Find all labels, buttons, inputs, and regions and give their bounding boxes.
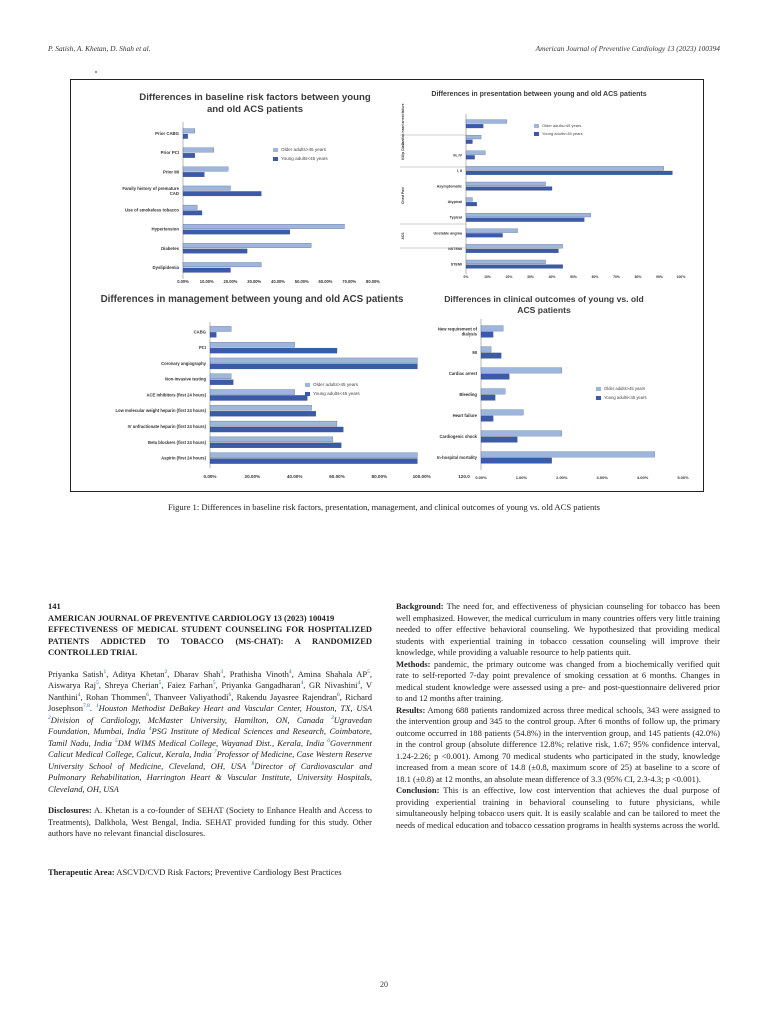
background-section (396, 601, 720, 659)
author-affiliation-ref[interactable]: 6 (228, 691, 232, 698)
author-affiliation-ref[interactable]: 7,8 (82, 703, 90, 710)
results-text: Among 688 patients randomized across three medical schools, 343 were assigned to the intervention group and 345 to the control group. After 6 months of follow up, the primary outcome occurred in 188 patients (54.8%) in the intervention group, and 145 patients (42.0%) in the control group (absolute difference 12.8%; relative risk, 1.67; 95% confidence interval, 1.24-2.26; p <0.001). Among 70 medical students who participated in the study, knowledge increased from a mean score of 14.8 (±0.8, maximum score of 25) at baseline to a score of 18.1 (±0.8) at 12 months, an absolute mean difference of 3.3 (95% CI, 2.3-4.3; p <0.001). (396, 704, 721, 784)
chart-title: Differences in clinical outcomes of young vs. old ACS patients (444, 294, 644, 315)
author-affiliation-ref[interactable]: 5 (96, 680, 99, 687)
category-label: Cardiogenic shock (439, 433, 477, 439)
x-tick-label: 60.00% (329, 474, 345, 479)
x-tick-label: 0% (463, 275, 469, 279)
category-label: NSTEMI (448, 246, 462, 251)
category-label: Use of smokeless tobacco (125, 207, 179, 213)
x-tick-label: 120.0 (458, 474, 470, 479)
category-label: dialysis (461, 331, 477, 337)
chart-legend (596, 384, 647, 402)
chart-title: Differences in management between young and old ACS patients (100, 294, 404, 305)
category-label: III, IV (453, 153, 462, 158)
author-affiliation-ref[interactable]: 4 (77, 691, 81, 698)
x-tick-label: 80.00% (366, 279, 380, 284)
affiliation-text: Director of Cardiovascular and Pulmonary Rehabilitation, Harrington Heart & Vascular Institute, University Hospitals, Cleveland, OH, USA (48, 760, 372, 794)
bar-older-adults (481, 452, 655, 458)
legend-label-older: Older adults>45 years (542, 123, 582, 128)
author-affiliation-ref[interactable]: 3 (220, 668, 224, 675)
author-name: Priyanka Gangadharan (221, 680, 301, 690)
running-header (48, 44, 720, 58)
author-name: Priyanka Satish (48, 668, 104, 679)
x-tick-label: 90% (656, 275, 663, 279)
abstract-number: 141 (48, 601, 61, 611)
category-label: Coronary angiography (161, 360, 206, 366)
category-label: Heart failure (452, 412, 477, 418)
affiliation-number: 8 (251, 760, 255, 767)
category-label: Prior PCI (160, 150, 179, 156)
x-tick-label: 0.00% (177, 279, 189, 284)
x-tick-label: 1.00% (515, 475, 528, 480)
author-name: Dharav Shah (173, 668, 221, 679)
affiliation-text: Professor of Medicine, Case Western Reserve University School of Medicine, Cleveland, OH, USA (48, 749, 372, 771)
conclusion-text: This is an effective, low cost intervention that achieves the dual purpose of providing experiential training in behavioral counseling to future physicians, while simultaneously helping tobacco users quit. It is easily scalable and can be tailored to meet the needs of medical education and tobacco cessation programs in health systems across the world. (396, 785, 720, 830)
bar-older-adults (481, 410, 523, 416)
figure-frame (70, 79, 704, 492)
page-number: 20 (380, 980, 388, 989)
category-label: STEMI (450, 262, 462, 267)
methods-section (396, 659, 720, 705)
x-tick-label: 10% (484, 275, 491, 279)
results-label: Results: (396, 704, 426, 715)
running-header-journal: American Journal of Preventive Cardiology 13 (2023) 100394 (535, 44, 720, 53)
bar-older-adults (481, 347, 491, 353)
category-label: Low molecular weight heparin (first 24 hours) (115, 408, 206, 414)
author-name: Rohan Thommen (85, 691, 147, 702)
disclosures (48, 805, 372, 840)
abstract-left-column (48, 601, 372, 878)
x-tick-label: 2.00% (556, 475, 568, 480)
category-label: Family history of premature (122, 185, 179, 191)
category-label: Cardiac arrest (448, 370, 477, 376)
legend-swatch-older (596, 387, 601, 391)
category-label: Aspirin (first 24 hours) (161, 455, 206, 461)
category-label: Diabetes (161, 245, 179, 251)
author-name: GR Nivashini (309, 680, 358, 690)
author-name: Aiswarya Raj (48, 680, 97, 690)
abstract-right-column (396, 601, 720, 831)
x-tick-label: 30.00% (247, 279, 262, 284)
affiliation-text: PSG Institute of Medical Sciences and Research, Coimbatore, Tamil Nadu, India (48, 726, 372, 748)
x-tick-label: 80% (634, 275, 642, 279)
category-label: Prior MI (163, 169, 179, 175)
x-tick-label: 80.00% (371, 474, 388, 479)
author-name: Richard Josephson (48, 691, 373, 713)
x-tick-label: 10.00% (199, 279, 214, 284)
bar-young-adults (481, 416, 493, 422)
abstract-journal: AMERICAN JOURNAL OF PREVENTIVE CARDIOLOGY 13 (2023) 100419 (48, 612, 335, 623)
category-label: CABG (193, 329, 206, 335)
category-label: Beta blockers (first 24 hours) (148, 439, 206, 445)
category-label: New requirement of (437, 326, 477, 332)
affiliation-number: 7 (213, 749, 217, 756)
author-name: Rakendu Jayasree Rajendran (236, 691, 337, 702)
author-name: Faiez Farhan (167, 680, 213, 690)
chart-plot (71, 80, 705, 493)
figure-caption: Figure 1: Differences in baseline risk factors, presentation, management, and clinical outcomes of young vs. old ACS patients (167, 502, 601, 512)
running-header-authors: P. Satish, A. Khetan, D. Shah et al. (48, 44, 151, 53)
disclosures-label: Disclosures: (48, 805, 92, 815)
author-names: Priyanka Satish$^1$, Aditya Khetan$^2$, Dharav Shah$^3$, Prathisha Vinoth$^4$, Amina Shahala $AP^5$, Aiswarya Raj$^5$, Shreya Cherian$^5$, Faiez Farhan$^5$, Priyanka Gangadharan$^4$, GR Nivashini$^4$, V Nanthini$^4$, Rohan Thommen$^6$, Thanveer Valiyathodi$^6$, Rakendu Jayasree Rajendran$^6$, Richard Josephson$^{7,8}$. (48, 668, 373, 713)
group-label: Killip Class (401, 142, 405, 160)
chart-title: Differences in presentation between young and old ACS patients (431, 91, 647, 98)
category-label: ACE inhibitors (first 24 hours) (146, 392, 206, 398)
methods-label: Methods: (396, 658, 431, 669)
category-label: Typical (449, 215, 462, 220)
x-tick-label: 40.00% (271, 279, 285, 284)
x-tick-label: 3.00% (596, 475, 608, 480)
affiliation-text: Ugravedan Foundation, Mumbai, India (48, 714, 372, 736)
category-label: Asymptomatic (436, 184, 462, 189)
bar-young-adults (481, 437, 517, 443)
legend-label-older: Older adults>45 years (313, 382, 359, 387)
legend-label-older: Older adults>45 years (281, 147, 327, 152)
affiliation-text: DM WIMS Medical College, Wayanad Dist., Kerala, India (117, 737, 328, 748)
affiliation-number: 5 (115, 737, 118, 744)
abstract-title: EFFECTIVENESS OF MEDICAL STUDENT COUNSELING FOR HOSPITALIZED PATIENTS ADDICTED TO TOBACCO (MS-CHAT): A RANDOMIZED CONTROLLED TRIAL (48, 624, 372, 657)
legend-label-young: Young adults<45 years (313, 391, 360, 396)
author-affiliation-ref[interactable]: 5 (212, 680, 216, 687)
stray-mark (95, 71, 97, 73)
category-label: Prior CABG (155, 131, 179, 137)
author-affiliation-ref[interactable]: 5 (367, 668, 370, 675)
group-label: ACS (401, 232, 405, 240)
category-label: Unstable angina (433, 231, 462, 236)
bar-older-adults (481, 431, 562, 437)
category-label: I, II (456, 168, 462, 173)
x-tick-label: 20.00% (244, 474, 261, 479)
bar-young-adults (481, 395, 495, 401)
affiliation-text: Division of Cardiology, McMaster University, Hamilton, ON, Canada (50, 714, 331, 725)
background-label: Background: (396, 601, 444, 611)
author-affiliation-ref[interactable]: 5 (158, 680, 162, 687)
therapeutic-area (48, 867, 372, 879)
group-label: Chest Pain (401, 186, 405, 205)
x-tick-label: 50.00% (294, 279, 309, 284)
category-label: PCI (199, 345, 206, 351)
category-label: Hypertension (151, 226, 179, 232)
x-tick-label: 100% (676, 275, 686, 279)
category-label: Non-invasive testing (165, 376, 206, 382)
x-tick-label: 20.00% (223, 279, 238, 284)
author-list (48, 669, 372, 796)
category-label: Atypical (447, 200, 462, 205)
therapeutic-label: Therapeutic Area: (48, 866, 115, 877)
category-label: CAD (169, 191, 179, 197)
author-affiliation-ref[interactable]: 6 (146, 691, 149, 698)
affiliation-text: Houston Methodist DeBakey Heart and Vascular Center, Houston, TX, USA (98, 703, 373, 713)
legend-label-young: Young adults<45 years (604, 395, 647, 400)
author-affiliation-ref[interactable]: 4 (357, 680, 361, 687)
conclusion-label: Conclusion: (396, 785, 440, 795)
bar-older-adults (481, 389, 505, 395)
chart-clinical-outcomes (71, 80, 705, 493)
affiliation-number: 3 (331, 714, 334, 721)
affiliation-number: 1 (95, 703, 99, 710)
x-tick-label: 30% (527, 275, 534, 279)
x-tick-label: 60.00% (318, 279, 333, 284)
bar-young-adults (481, 353, 501, 359)
author-name: Prathisha Vinoth (229, 668, 289, 679)
legend-label-young: Young adults<45 years (281, 156, 328, 161)
x-tick-label: 20% (505, 275, 513, 279)
category-label: MI (472, 349, 477, 355)
affiliation-number: 4 (148, 726, 152, 733)
x-tick-label: 4.00% (636, 475, 649, 480)
x-tick-label: 70% (613, 275, 620, 279)
affiliation-number: 6 (327, 737, 330, 744)
bar-young-adults (481, 332, 493, 338)
x-tick-label: 70.00% (342, 279, 357, 284)
bar-young-adults (481, 458, 552, 464)
author-affiliation-ref[interactable]: 6 (336, 691, 340, 698)
author-name: Amina Shahala AP (297, 668, 368, 679)
author-affiliation-ref[interactable]: 1 (103, 668, 107, 675)
x-tick-label: 0.00% (475, 475, 487, 480)
author-affiliation-ref[interactable]: 2 (164, 668, 168, 675)
author-name: Thanveer Valiyathodi (154, 691, 229, 702)
disclosures-text: A. Khetan is a co-founder of SEHAT (Society to Enhance Health and Access to Treatments), Dalkhola, West Bengal, India. SEHAT provided funding for this study. Other authors have no relevant financial disclosures. (48, 805, 372, 838)
x-tick-label: 5.00% (677, 475, 689, 480)
affiliations (48, 703, 372, 794)
background-text: The need for, and effectiveness of physician counseling for tobacco has been well emphasized. However, the medical curriculum in many countries offers very little training needed to offer effective behavioral counseling. We hypothesized that providing medical students with experiential training in tobacco cessation counseling will improve their knowledge, while providing a valuable resource to help patients quit. (396, 601, 720, 657)
author-affiliation-ref[interactable]: 4 (288, 668, 292, 675)
x-tick-label: 100.00% (412, 474, 431, 479)
conclusion-section (396, 785, 720, 831)
chart-title: Differences in baseline risk factors between young and old ACS patients (139, 92, 371, 115)
results-section (396, 705, 720, 786)
x-tick-label: 0.00% (203, 474, 217, 479)
category-label: Dyslipidemia (152, 264, 179, 270)
legend-label-young: Young adults<45 years (542, 131, 583, 136)
methods-text: pandemic, the primary outcome was changed from a biochemically verified quit rate to self-reported 7-day point prevalence of smoking cessation at 6 months. Changes in medical student knowledge were assessed using a pre- and post-questionnaire delivered prior to and 12 months after training. (396, 658, 720, 703)
x-tick-label: 60% (591, 275, 599, 279)
author-affiliation-ref[interactable]: 4 (300, 680, 304, 687)
bar-young-adults (481, 374, 509, 380)
category-label: In-hospital mortality (436, 454, 477, 460)
bar-older-adults (481, 326, 503, 332)
bar-older-adults (481, 368, 562, 374)
group-label: Cardiac heart arrest failure (401, 103, 405, 146)
author-name: Shreya Cherian (104, 680, 159, 690)
affiliation-number: 2 (48, 714, 51, 721)
legend-swatch-young (596, 396, 601, 400)
legend-label-older: Older adults>45 years (604, 386, 646, 391)
affiliation-text: Government Calicut Medical College, Calicut, Kerala, India (48, 737, 373, 759)
category-label: IV unfractionate heparin (first 24 hours) (127, 424, 206, 430)
category-label: Bleeding (459, 391, 477, 397)
x-tick-label: 40% (548, 275, 556, 279)
x-tick-label: 50% (570, 275, 577, 279)
x-tick-label: 40.00% (286, 474, 303, 479)
therapeutic-text: ASCVD/CVD Risk Factors; Preventive Cardiology Best Practices (116, 866, 342, 877)
author-name: V Nanthini (48, 680, 373, 702)
author-name: Aditya Khetan (112, 668, 165, 679)
